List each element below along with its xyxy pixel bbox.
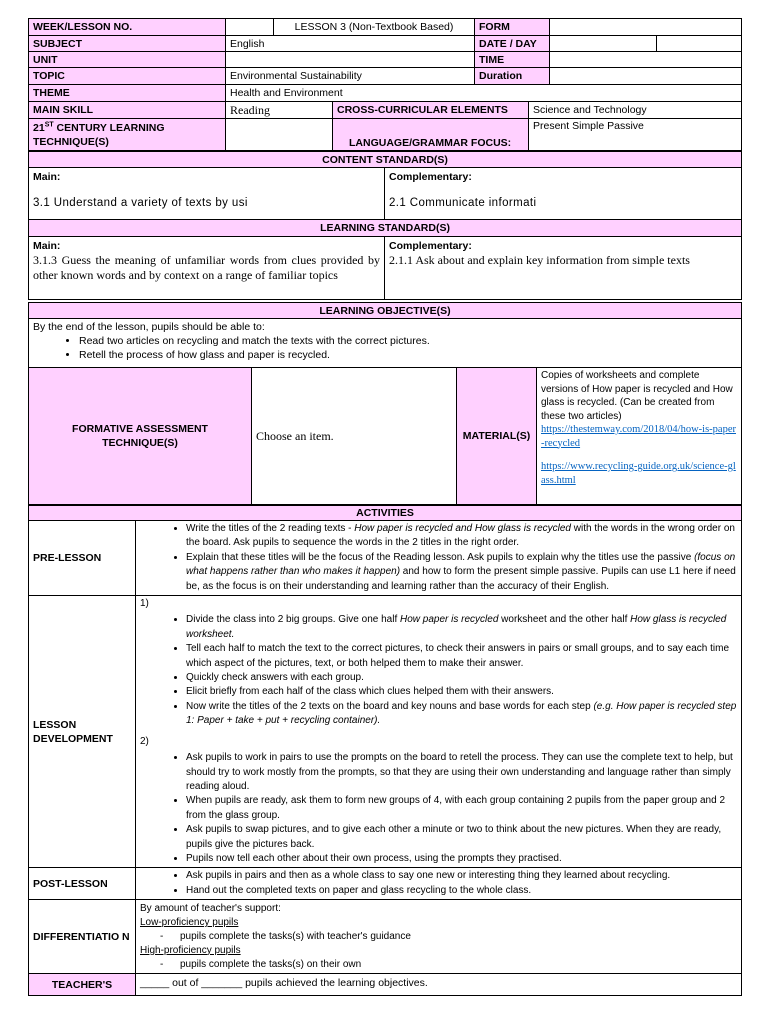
main-skill-value[interactable]: Reading — [226, 102, 333, 119]
main-skill-label: MAIN SKILL — [29, 102, 226, 119]
high-proficiency-heading: High-proficiency pupils — [140, 944, 241, 956]
objective-item-2: • Retell the process of how glass and paper is recycled. — [79, 348, 737, 362]
material-link-1[interactable]: https://thestemway.com/2018/04/how-is-paper-recycled — [541, 424, 736, 449]
dev-step-5: • Now write the titles of the 2 texts on the board and key nouns and base words for each step (e.g. How paper is recycled step 1: Paper + take + put + recycling container). — [186, 700, 737, 729]
differentiation-label: DIFFERENTIATIO N — [29, 900, 136, 974]
standards-table — [28, 151, 742, 300]
material-link-2[interactable]: https://www.recycling-guide.org.uk/science-glass.html — [541, 461, 736, 486]
differentiation-intro: By amount of teacher's support: — [140, 903, 281, 915]
low-proficiency-item: - pupils complete the tasks(s) with teacher's guidance — [160, 930, 411, 942]
pre-lesson-body — [136, 521, 742, 596]
theme-value[interactable]: Health and Environment — [226, 85, 742, 102]
cross-curricular-label: CROSS-CURRICULAR ELEMENTS — [333, 102, 529, 119]
material-value — [537, 368, 742, 505]
post-lesson-label: POST-LESSON — [29, 868, 136, 900]
assessment-label: FORMATIVE ASSESSMENT TECHNIQUE(S) — [29, 368, 252, 505]
dev-step-7: • When pupils are ready, ask them to form new groups of 4, with each group containing 2 pupils from the paper group and 2 from the glass group. — [186, 794, 737, 823]
learning-objective-heading: LEARNING OBJECTIVE(S) — [29, 303, 742, 319]
differentiation-body — [136, 900, 742, 974]
lesson-header-table-2 — [28, 84, 742, 151]
dev-step-4: • Elicit briefly from each half of the class which clues helped them with their answers. — [186, 685, 737, 699]
dev-step-3: • Quickly check answers with each group. — [186, 671, 737, 685]
activities-table — [28, 505, 742, 996]
objectives-table — [28, 302, 742, 505]
grammar-focus-value[interactable]: Present Simple Passive — [529, 119, 742, 151]
material-text: Copies of worksheets and complete versions of How paper is recycled and How glass is recycled. (Can be created from these two articles) — [541, 370, 733, 422]
learning-main-value[interactable]: 3.1.3 Guess the meaning of unfamiliar words from clues provided by other known words and by context on a range of familiar topics — [33, 253, 380, 282]
low-proficiency-heading: Low-proficiency pupils — [140, 917, 239, 929]
lesson-development-body — [136, 596, 742, 868]
assessment-value[interactable]: Choose an item. — [252, 368, 457, 505]
teacher-reflection-label: TEACHER'S — [29, 974, 136, 996]
time-value[interactable] — [550, 52, 742, 68]
day-value[interactable] — [657, 36, 742, 52]
content-standard-complementary: Complementary: 2.1 Communicate informati — [385, 168, 742, 220]
form-label: FORM — [475, 19, 550, 36]
activities-heading: ACTIVITIES — [29, 506, 742, 521]
topic-value[interactable]: Environmental Sustainability — [226, 68, 475, 85]
pre-lesson-step-1: • Write the titles of the 2 reading texts - How paper is recycled and How glass is recycled with the words in the wrong order on the board. Ask pupils to sequence the words in the 2 titles in the right order. — [186, 522, 737, 551]
duration-value[interactable] — [550, 68, 742, 85]
teacher-reflection-value[interactable]: _____ out of _______ pupils achieved the learning objectives. — [136, 974, 742, 996]
topic-label: TOPIC — [29, 68, 226, 85]
century-technique-label: 21ST CENTURY LEARNING TECHNIQUE(S) — [29, 119, 226, 151]
material-label: MATERIAL(S) — [457, 368, 537, 505]
dev-step-8: • Ask pupils to swap pictures, and to give each other a minute or two to think about the new pictures. When they are ready, pupils give the pictures back. — [186, 823, 737, 852]
learning-standard-main: Main: 3.1.3 Guess the meaning of unfamiliar words from clues provided by other known words and by context on a range of familiar topics — [29, 237, 385, 300]
date-label: DATE / DAY — [475, 36, 550, 52]
objective-intro: By the end of the lesson, pupils should be able to: — [33, 321, 265, 333]
post-lesson-step-2: • Hand out the completed texts on paper and glass recycling to the whole class. — [186, 884, 737, 898]
time-label: TIME — [475, 52, 550, 68]
lesson-development-label: LESSON DEVELOPMENT — [29, 596, 136, 868]
learning-comp-value[interactable]: 2.1.1 Ask about and explain key information from simple texts — [389, 253, 690, 267]
dev-step-9: • Pupils now tell each other about their own process, using the prompts they practised. — [186, 852, 737, 866]
dev-step-6: • Ask pupils to work in pairs to use the prompts on the board to retell the process. They can use the complete text to help, but should try to work mostly from the prompts, so that they are using their own understanding and language rather than simply reading aloud. — [186, 751, 737, 794]
lesson-header-table — [28, 18, 742, 85]
grammar-focus-label: LANGUAGE/GRAMMAR FOCUS: — [333, 119, 529, 151]
week-label: WEEK/LESSON NO. — [29, 19, 226, 36]
dev-part-1-number: 1) — [140, 598, 149, 610]
date-value[interactable] — [550, 36, 657, 52]
week-value[interactable] — [226, 19, 274, 36]
pre-lesson-step-2: • Explain that these titles will be the focus of the Reading lesson. Ask pupils to explain why the titles use the passive (focus on what happens rather than who makes it happen) and how to form the present simple passive. Pupils can use L1 here if need be, as the focus is on their understanding and learning rather than the accuracy of their English. — [186, 551, 737, 594]
duration-label: Duration — [475, 68, 550, 85]
form-value[interactable] — [550, 19, 742, 36]
unit-label: UNIT — [29, 52, 226, 68]
content-comp-value[interactable]: 2.1 Communicate informati — [389, 197, 537, 209]
content-standard-heading: CONTENT STANDARD(S) — [29, 152, 742, 168]
dev-step-2: • Tell each half to match the text to the correct pictures, to check their answers in pairs or small groups, and to say each time which aspect of the pictures, text, or both helped them to make their answer. — [186, 642, 737, 671]
learning-standard-heading: LEARNING STANDARD(S) — [29, 220, 742, 237]
content-standard-main: Main: 3.1 Understand a variety of texts by usi — [29, 168, 385, 220]
dev-step-1: • Divide the class into 2 big groups. Give one half How paper is recycled worksheet and the other half How glass is recycled worksheet. — [186, 613, 737, 642]
dev-part-2-number: 2) — [140, 735, 149, 747]
post-lesson-body — [136, 868, 742, 900]
post-lesson-step-1: • Ask pupils in pairs and then as a whole class to say one new or interesting thing they learned about recycling. — [186, 869, 737, 883]
content-main-value[interactable]: 3.1 Understand a variety of texts by usi — [33, 197, 248, 209]
theme-label: THEME — [29, 85, 226, 102]
pre-lesson-label: PRE-LESSON — [29, 521, 136, 596]
learning-objective-body — [29, 319, 742, 368]
subject-value[interactable]: English — [226, 36, 475, 52]
century-technique-value[interactable] — [226, 119, 333, 151]
unit-value[interactable] — [226, 52, 475, 68]
lesson-value[interactable]: LESSON 3 (Non-Textbook Based) — [274, 19, 475, 36]
learning-standard-complementary: Complementary: 2.1.1 Ask about and explain key information from simple texts — [385, 237, 742, 300]
high-proficiency-item: - pupils complete the tasks(s) on their own — [160, 958, 362, 970]
subject-label: SUBJECT — [29, 36, 226, 52]
objective-item-1: • Read two articles on recycling and match the texts with the correct pictures. — [79, 334, 737, 348]
cross-curricular-value[interactable]: Science and Technology — [529, 102, 742, 119]
